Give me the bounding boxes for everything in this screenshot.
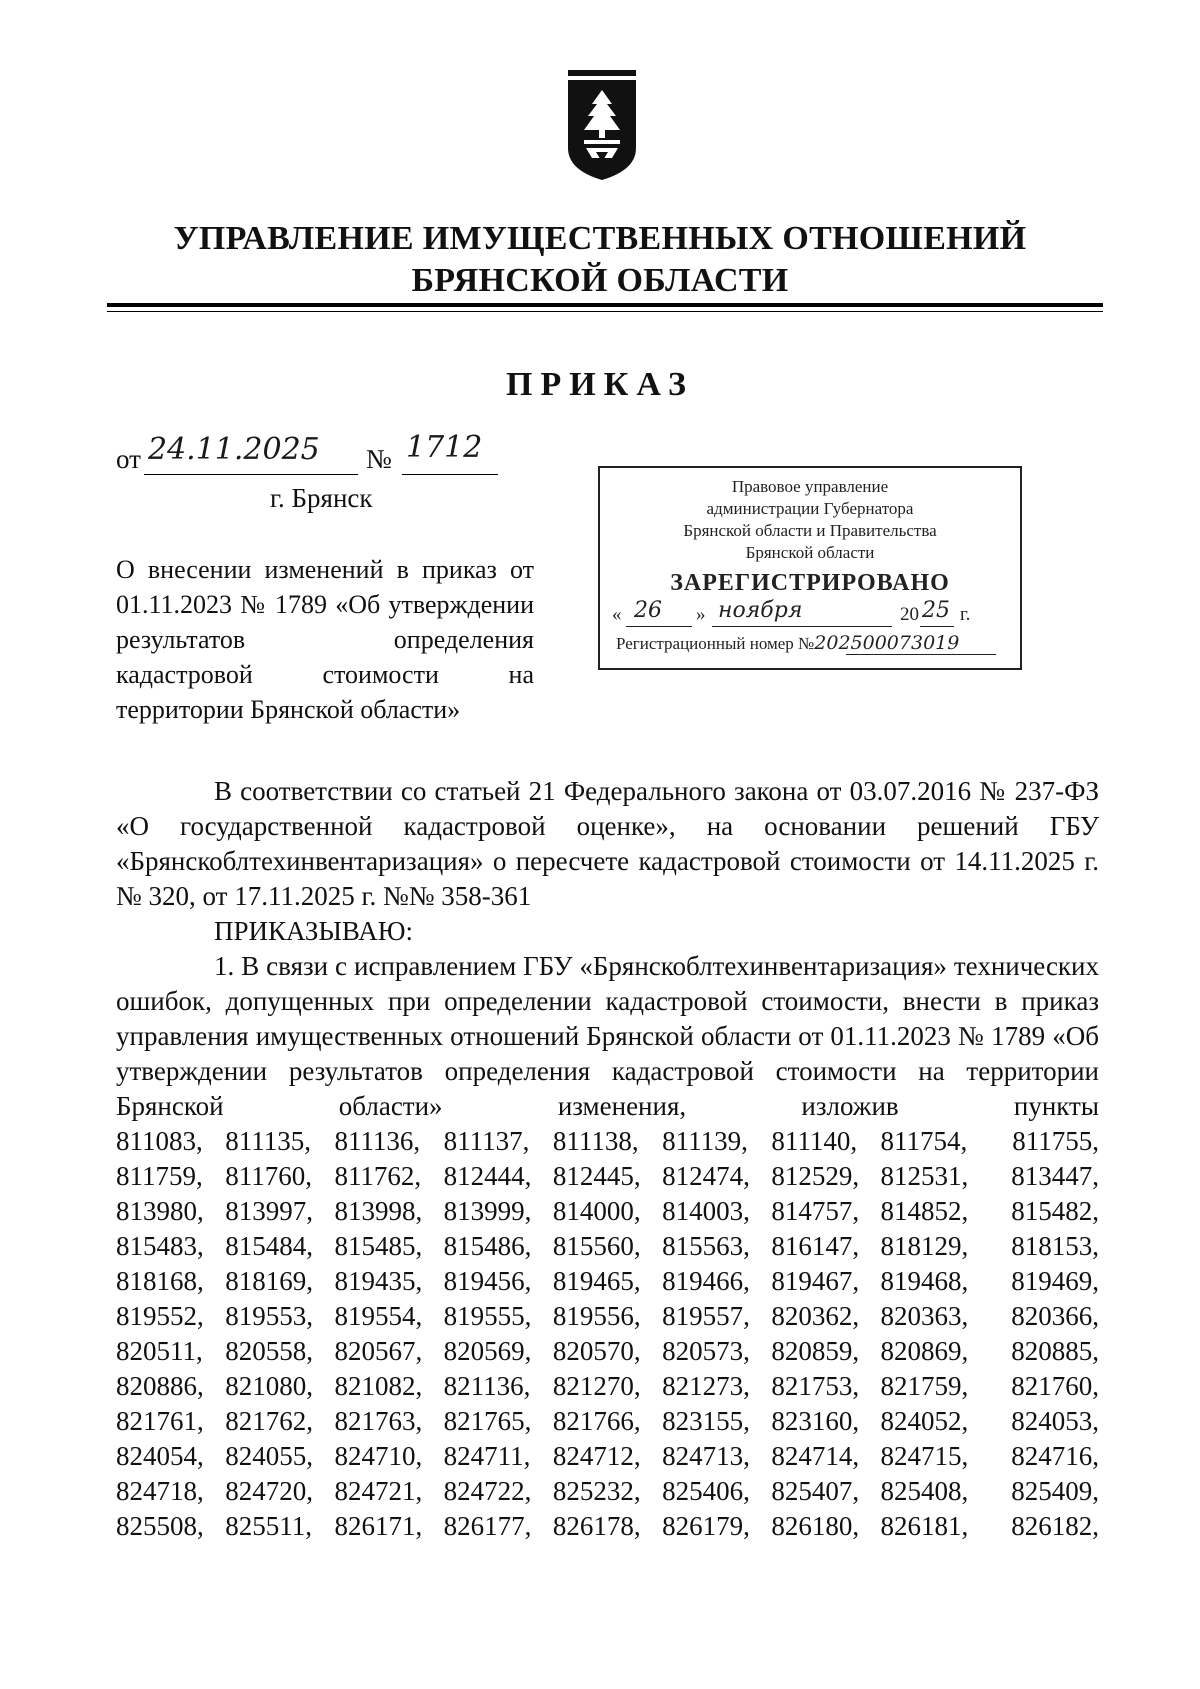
item-number: 825232, bbox=[552, 1476, 641, 1506]
item-number: 824713, bbox=[662, 1441, 750, 1471]
item-number: 814852, bbox=[880, 1196, 969, 1226]
stamp-year-suffix: 25 bbox=[922, 598, 950, 623]
item-number: 821082, bbox=[334, 1371, 423, 1401]
item-number: 825511, bbox=[225, 1511, 312, 1541]
item-number: 818129, bbox=[880, 1231, 969, 1261]
item-number: 813447, bbox=[1011, 1161, 1099, 1191]
item-number: 819467, bbox=[771, 1266, 860, 1296]
item-number: 819465, bbox=[552, 1266, 641, 1296]
item-number: 820558, bbox=[225, 1336, 313, 1366]
item-number: 811762, bbox=[334, 1161, 422, 1191]
item-number: 819466, bbox=[662, 1266, 750, 1296]
item-number: 821753, bbox=[771, 1371, 860, 1401]
organization-name bbox=[100, 218, 1100, 302]
stamp-reg-label: Регистрационный номер № bbox=[616, 634, 815, 653]
item-number: 811140, bbox=[771, 1126, 858, 1156]
item-number: 824718, bbox=[116, 1476, 204, 1506]
item-number: 819435, bbox=[334, 1266, 423, 1296]
item-number: 811136, bbox=[334, 1126, 421, 1156]
item-number: 824714, bbox=[771, 1441, 860, 1471]
item-number: 824712, bbox=[552, 1441, 641, 1471]
registration-stamp bbox=[598, 466, 1022, 670]
item-number: 825409, bbox=[1011, 1476, 1099, 1506]
item-number: 811137, bbox=[443, 1126, 530, 1156]
item-number: 826182, bbox=[1011, 1511, 1099, 1541]
order-body bbox=[116, 774, 1099, 1544]
item-number: 819557, bbox=[662, 1301, 750, 1331]
item-number: 815482, bbox=[1011, 1196, 1099, 1226]
item-number: 826180, bbox=[771, 1511, 860, 1541]
item-number: 815486, bbox=[443, 1231, 532, 1261]
item-number: 819554, bbox=[334, 1301, 423, 1331]
item-number: 820569, bbox=[443, 1336, 532, 1366]
header-rule-thin bbox=[107, 311, 1103, 312]
item-number: 815485, bbox=[334, 1231, 423, 1261]
stamp-line-4: Брянской области bbox=[745, 543, 875, 562]
item-number: 813980, bbox=[116, 1196, 204, 1226]
stamp-line-3: Брянской области и Правительства bbox=[683, 521, 937, 540]
item-number: 824055, bbox=[225, 1441, 313, 1471]
stamp-registered: ЗАРЕГИСТРИРОВАНО bbox=[670, 570, 950, 596]
org-line-2: БРЯНСКОЙ ОБЛАСТИ bbox=[411, 262, 789, 299]
item-number: 826179, bbox=[662, 1511, 750, 1541]
item-number: 824052, bbox=[880, 1406, 969, 1436]
order-subject: О внесении изменений в приказ от 01.11.2023 № 1789 «Об утверждении результатов определения кадастровой стоимости на территории Брянской области» bbox=[116, 555, 534, 724]
item-number: 814003, bbox=[662, 1196, 750, 1226]
date-underline bbox=[144, 474, 358, 475]
order-number: 1712 bbox=[406, 430, 483, 465]
item-number: 814000, bbox=[552, 1196, 641, 1226]
item-number: 824716, bbox=[1011, 1441, 1099, 1471]
item-number: 820362, bbox=[771, 1301, 860, 1331]
item-number: 825508, bbox=[116, 1511, 204, 1541]
item-number: 820869, bbox=[880, 1336, 969, 1366]
item-number: 812445, bbox=[552, 1161, 641, 1191]
item-number: 821136, bbox=[443, 1371, 531, 1401]
item-number: 825407, bbox=[771, 1476, 860, 1506]
item-number: 825408, bbox=[880, 1476, 969, 1506]
item-number: 811139, bbox=[662, 1126, 748, 1156]
item-number: 813999, bbox=[443, 1196, 532, 1226]
item-number: 823155, bbox=[662, 1406, 750, 1436]
item-number: 824054, bbox=[116, 1441, 204, 1471]
item-number: 819469, bbox=[1011, 1266, 1099, 1296]
item-number: 811759, bbox=[116, 1161, 203, 1191]
item-number: 825406, bbox=[662, 1476, 750, 1506]
item-numbers-list bbox=[116, 1124, 1099, 1544]
item-number: 826177, bbox=[443, 1511, 532, 1541]
stamp-reg-number: 202500073019 bbox=[814, 632, 960, 654]
item-number: 818168, bbox=[116, 1266, 204, 1296]
item-number: 824720, bbox=[225, 1476, 313, 1506]
item-number: 819468, bbox=[880, 1266, 969, 1296]
item-number: 821766, bbox=[552, 1406, 641, 1436]
item-number: 826178, bbox=[552, 1511, 641, 1541]
from-label: от bbox=[116, 444, 141, 474]
item-number: 820511, bbox=[116, 1336, 203, 1366]
item-number: 820363, bbox=[880, 1301, 969, 1331]
stamp-year-unit: г. bbox=[960, 604, 971, 625]
item-number: 819556, bbox=[552, 1301, 641, 1331]
stamp-reg-line bbox=[600, 632, 1020, 660]
item-number: 812444, bbox=[443, 1161, 532, 1191]
item-number: 821759, bbox=[880, 1371, 969, 1401]
header-rule-thick bbox=[107, 303, 1103, 307]
item-number: 811755, bbox=[1012, 1126, 1099, 1156]
item-number: 821270, bbox=[552, 1371, 641, 1401]
stamp-year-prefix: 20 bbox=[900, 604, 919, 625]
item-number: 815484, bbox=[225, 1231, 313, 1261]
item-number: 812529, bbox=[771, 1161, 860, 1191]
item-number: 819456, bbox=[443, 1266, 532, 1296]
item-number: 811754, bbox=[880, 1126, 968, 1156]
item-number: 824722, bbox=[443, 1476, 532, 1506]
item-number: 820573, bbox=[662, 1336, 750, 1366]
item-number: 818169, bbox=[225, 1266, 313, 1296]
item-number: 824710, bbox=[334, 1441, 423, 1471]
item-number: 814757, bbox=[771, 1196, 860, 1226]
item-number: 824711, bbox=[443, 1441, 531, 1471]
item-number: 821765, bbox=[443, 1406, 532, 1436]
item-number: 821761, bbox=[116, 1406, 204, 1436]
item-number: 826181, bbox=[880, 1511, 969, 1541]
item-number: 813997, bbox=[225, 1196, 313, 1226]
item-number: 820366, bbox=[1011, 1301, 1099, 1331]
item-number: 812531, bbox=[880, 1161, 969, 1191]
item-number: 819552, bbox=[116, 1301, 204, 1331]
stamp-line-2: администрации Губернатора bbox=[706, 499, 914, 518]
item-number: 815563, bbox=[662, 1231, 750, 1261]
item-number: 819553, bbox=[225, 1301, 313, 1331]
preamble-paragraph: В соответствии со статьей 21 Федерального закона от 03.07.2016 № 237-ФЗ «О государственной кадастровой оценке», на основании решений ГБУ «Брянскоблтехинвентаризация» о пересчете кадастровой стоимости от 14.11.2025 г. № 320, от 17.11.2025 г. №№ 358-361 bbox=[116, 776, 1099, 911]
order-date: 24.11.2025 bbox=[148, 432, 320, 467]
item-number: 824053, bbox=[1011, 1406, 1099, 1436]
stamp-line-1: Правовое управление bbox=[731, 477, 889, 496]
item-number: 811760, bbox=[225, 1161, 312, 1191]
order-word: ПРИКАЗЫВАЮ: bbox=[214, 916, 413, 946]
item-number: 824715, bbox=[880, 1441, 969, 1471]
number-underline bbox=[402, 474, 498, 475]
item-number: 823160, bbox=[771, 1406, 860, 1436]
item-number: 821080, bbox=[225, 1371, 313, 1401]
item-number: 826171, bbox=[334, 1511, 423, 1541]
stamp-day: 26 bbox=[634, 598, 662, 623]
org-line-1: УПРАВЛЕНИЕ ИМУЩЕСТВЕННЫХ ОТНОШЕНИЙ bbox=[173, 220, 1027, 257]
item-number: 820859, bbox=[771, 1336, 860, 1366]
item-number: 818153, bbox=[1011, 1231, 1099, 1261]
item-number: 820570, bbox=[552, 1336, 641, 1366]
stamp-month: ноября bbox=[718, 598, 803, 623]
city: г. Брянск bbox=[270, 483, 373, 513]
item-number: 820885, bbox=[1011, 1336, 1099, 1366]
document-title: ПРИКАЗ bbox=[506, 366, 694, 403]
item-number: 815483, bbox=[116, 1231, 204, 1261]
item-number: 821273, bbox=[662, 1371, 750, 1401]
item-number: 811135, bbox=[225, 1126, 311, 1156]
item-number: 813998, bbox=[334, 1196, 423, 1226]
item-number: 815560, bbox=[552, 1231, 641, 1261]
number-label: № bbox=[366, 444, 392, 474]
item-number: 820886, bbox=[116, 1371, 204, 1401]
item-number: 820567, bbox=[334, 1336, 423, 1366]
item-number: 812474, bbox=[662, 1161, 750, 1191]
item-number: 821760, bbox=[1011, 1371, 1099, 1401]
stamp-date-line: « 26 » ноября 20 25 г. bbox=[612, 598, 971, 625]
item-1-paragraph: 1. В связи с исправлением ГБУ «Брянскоблтехинвентаризация» технических ошибок, допущенных при определении кадастровой стоимости, внести в приказ управления имущественных отношений Брянской области от 01.11.2023 № 1789 «Об утверждении результатов определения кадастровой стоимости на территории Брянской области» изменения, изложив пункты bbox=[116, 951, 1099, 1121]
item-number: 824721, bbox=[334, 1476, 423, 1506]
item-number: 816147, bbox=[771, 1231, 860, 1261]
bryansk-coat-of-arms-icon bbox=[560, 70, 644, 184]
order-date-number bbox=[116, 430, 536, 474]
item-number: 821762, bbox=[225, 1406, 313, 1436]
item-number: 811083, bbox=[116, 1126, 203, 1156]
item-number: 811138, bbox=[552, 1126, 639, 1156]
item-number: 821763, bbox=[334, 1406, 423, 1436]
item-number: 819555, bbox=[443, 1301, 532, 1331]
